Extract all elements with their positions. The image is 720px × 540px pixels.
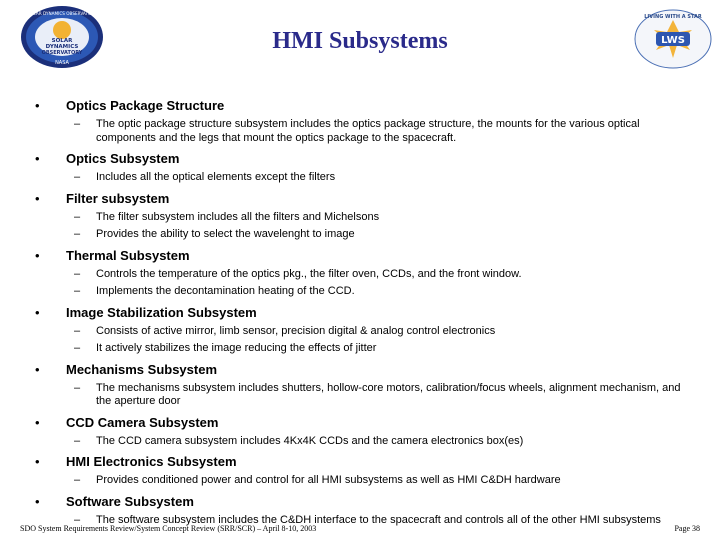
section-heading: Software Subsystem	[66, 493, 194, 509]
section-heading: HMI Electronics Subsystem	[66, 454, 237, 469]
sub-item: – Implements the decontamination heating of the CCD.	[74, 285, 355, 297]
dash-icon: –	[74, 118, 81, 130]
slide-title: HMI Subsystems	[272, 28, 448, 54]
sub-item: – The optic package structure subsystem includes the optics package structure, the mounts for the various optical components and the legs that mount the optics package to the spacecraft.	[74, 118, 640, 144]
seal-center-line-1: SOLAR	[51, 38, 73, 44]
sub-item: – The filter subsystem includes all the filters and Michelsons	[74, 210, 380, 223]
bullet-icon: •	[35, 361, 40, 377]
section-image-stabilization	[0, 299, 720, 356]
dash-icon: –	[74, 285, 81, 297]
sub-item: – The software subsystem includes the C&DH interface to the spacecraft and controls all of the other HMI subsystems	[74, 513, 661, 526]
sub-item: – Controls the temperature of the optics pkg., the filter oven, CCDs, and the front window.	[74, 267, 522, 280]
section-filter	[0, 185, 720, 242]
bullet-list	[0, 92, 720, 527]
bullet-icon: •	[35, 98, 40, 113]
dash-icon: –	[74, 267, 81, 280]
bullet-icon: •	[35, 304, 40, 320]
section-software	[0, 488, 720, 528]
bullet-icon: •	[35, 493, 40, 509]
section-hmi-electronics	[0, 448, 720, 488]
section-optics-subsystem	[0, 145, 720, 185]
seal-center-line-2: DYNAMICS	[45, 44, 79, 50]
section-optics-package	[0, 92, 720, 145]
section-heading: Image Stabilization Subsystem	[66, 304, 257, 320]
seal-arc-text: SOLAR DYNAMICS OBSERVATORY	[27, 11, 97, 16]
lws-arc-text: LIVING WITH A STAR	[644, 14, 702, 20]
dash-icon: –	[74, 342, 81, 354]
page-number: Page 38	[674, 524, 700, 533]
sub-item: – Consists of active mirror, limb sensor, precision digital & analog control electronics	[74, 324, 496, 337]
sub-item: – Provides conditioned power and control for all HMI subsystems as well as HMI C&DH hardware	[74, 474, 561, 486]
bullet-icon: •	[35, 190, 40, 206]
section-thermal	[0, 242, 720, 299]
dash-icon: –	[74, 434, 81, 447]
dash-icon: –	[74, 513, 81, 526]
sub-item: – Includes all the optical elements except the filters	[74, 171, 336, 183]
section-heading: Optics Package Structure	[66, 98, 225, 113]
bullet-icon: •	[35, 454, 40, 469]
seal-center-line-3: OBSERVATORY	[41, 50, 83, 56]
dash-icon: –	[74, 210, 81, 223]
sub-item: – It actively stabilizes the image reducing the effects of jitter	[74, 342, 377, 354]
section-mechanisms	[0, 356, 720, 409]
lws-logo	[630, 6, 716, 70]
section-heading: Mechanisms Subsystem	[66, 361, 218, 377]
bullet-icon: •	[35, 414, 40, 430]
dash-icon: –	[74, 474, 81, 486]
dash-icon: –	[74, 324, 81, 337]
section-heading: Optics Subsystem	[66, 151, 180, 166]
bullet-icon: •	[35, 151, 40, 166]
seal-bottom-text: NASA	[55, 60, 69, 66]
sub-item: – The mechanisms subsystem includes shutters, hollow-core motors, calibration/focus wheels, alignment mechanism, and the aperture door	[74, 381, 681, 407]
section-heading: CCD Camera Subsystem	[66, 414, 219, 430]
sub-item: – The CCD camera subsystem includes 4Kx4K CCDs and the camera electronics box(es)	[74, 434, 524, 447]
sub-item: – Provides the ability to select the wavelenght to image	[74, 228, 355, 240]
section-ccd-camera	[0, 409, 720, 449]
section-heading: Thermal Subsystem	[66, 247, 190, 263]
dash-icon: –	[74, 228, 81, 240]
section-heading: Filter subsystem	[66, 190, 170, 206]
dash-icon: –	[74, 381, 81, 394]
lws-center-text: LWS	[661, 35, 685, 46]
footer-text: SDO System Requirements Review/System Concept Review (SRR/SCR) – April 8-10, 2003	[20, 524, 317, 533]
dash-icon: –	[74, 171, 81, 183]
bullet-icon: •	[35, 247, 40, 263]
